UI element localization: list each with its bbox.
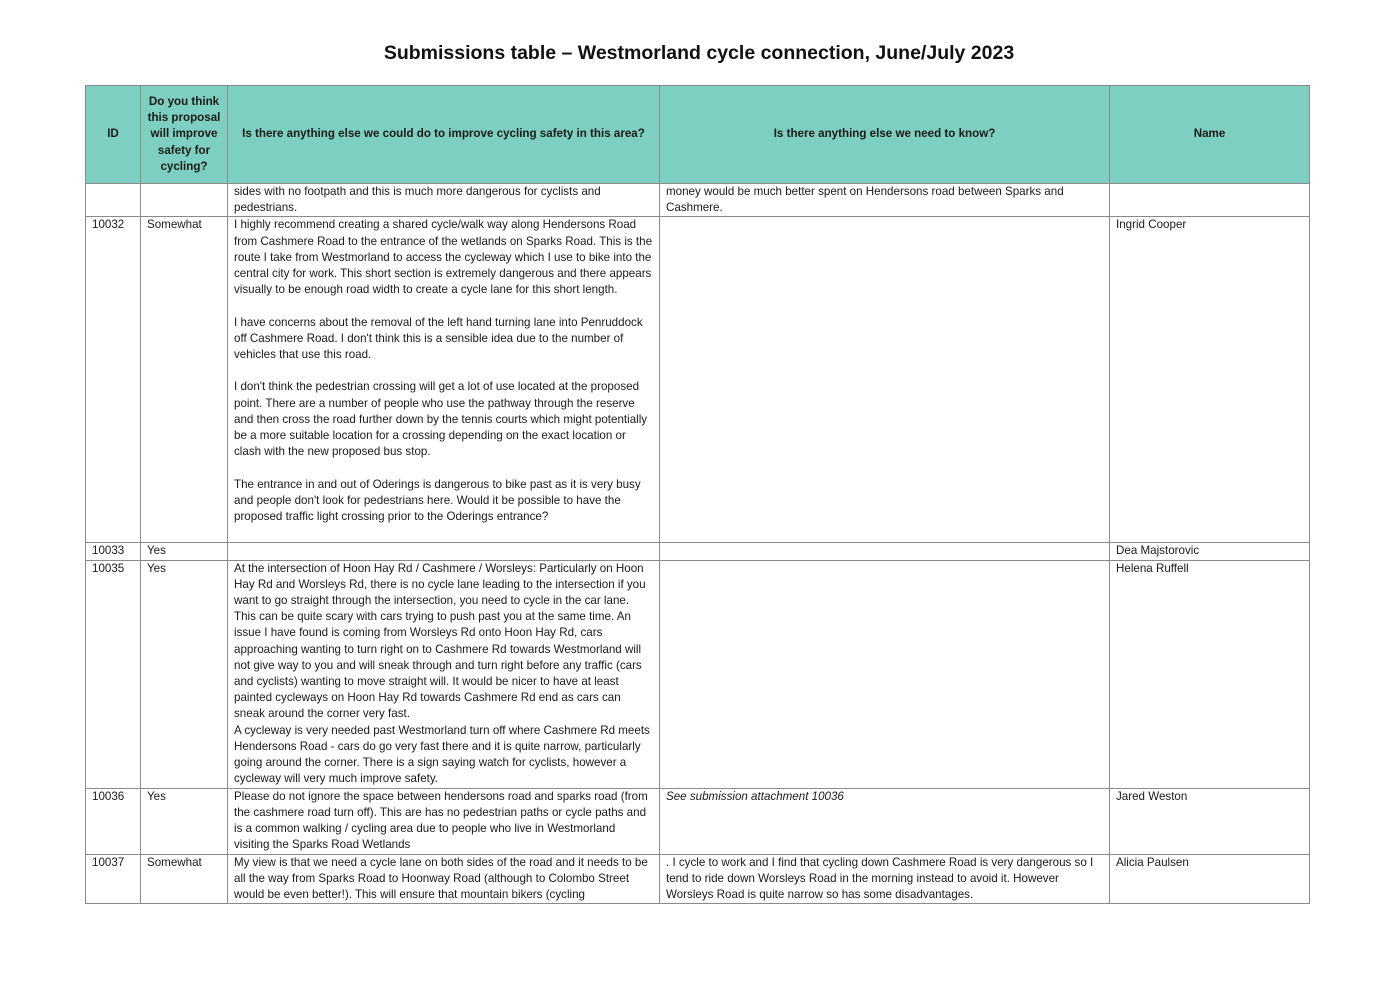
- cell-improve: Yes: [141, 788, 228, 854]
- cell-name: [1110, 184, 1310, 217]
- cell-improve: Somewhat: [141, 854, 228, 904]
- cell-safety: My view is that we need a cycle lane on both sides of the road and it needs to be all the way from Sparks Road to Hoonway Road (although to Colombo Street would be even better!). This will ensure that mountain bikers (cycling: [228, 854, 660, 904]
- header-name: Name: [1110, 86, 1310, 184]
- cell-know: [660, 788, 1110, 854]
- table-row: [86, 217, 1310, 543]
- cell-name: Dea Majstorovic: [1110, 543, 1310, 560]
- table-row: [86, 560, 1310, 788]
- header-anything-else: Is there anything else we need to know?: [660, 86, 1110, 184]
- table-row: [86, 788, 1310, 854]
- cell-safety: sides with no footpath and this is much more dangerous for cyclists and pedestrians.: [228, 184, 660, 217]
- cell-improve: Yes: [141, 543, 228, 560]
- cell-know: [660, 560, 1110, 788]
- cell-id: [86, 184, 141, 217]
- cell-safety: Please do not ignore the space between hendersons road and sparks road (from the cashmere road turn off). This are has no pedestrian paths or cycle paths and is a common walking / cycling area due to people who live in Westmorland visiting the Sparks Road Wetlands: [228, 788, 660, 854]
- cell-id: 10036: [86, 788, 141, 854]
- cell-know: [660, 543, 1110, 560]
- cell-improve: Yes: [141, 560, 228, 788]
- attachment-reference: See submission attachment 10036: [666, 789, 844, 803]
- table-header-row: [86, 86, 1310, 184]
- cell-id: 10033: [86, 543, 141, 560]
- cell-improve: [141, 184, 228, 217]
- cell-id: 10037: [86, 854, 141, 904]
- header-cycling-safety-suggestions: Is there anything else we could do to improve cycling safety in this area?: [228, 86, 660, 184]
- cell-name: Alicia Paulsen: [1110, 854, 1310, 904]
- cell-improve: Somewhat: [141, 217, 228, 543]
- cell-name: Ingrid Cooper: [1110, 217, 1310, 543]
- cell-name: Helena Ruffell: [1110, 560, 1310, 788]
- cell-id: 10035: [86, 560, 141, 788]
- submissions-table: [85, 85, 1310, 904]
- table-row: [86, 543, 1310, 560]
- header-improve-safety: Do you think this proposal will improve safety for cycling?: [141, 86, 228, 184]
- cell-id: 10032: [86, 217, 141, 543]
- cell-know: . I cycle to work and I find that cycling down Cashmere Road is very dangerous so I tend to ride down Worsleys Road in the morning instead to avoid it. However Worsleys Road is quite narrow so has some disadvantages.: [660, 854, 1110, 904]
- cell-know: [660, 217, 1110, 543]
- cell-safety: I highly recommend creating a shared cycle/walk way along Hendersons Road from Cashmere Road to the entrance of the wetlands on Sparks Road. This is the route I take from Westmorland to access the cycleway which I use to bike into the central city for work. This short section is extremely dangerous and there appears visually to be enough road width to create a cycle lane for this short length. I have concerns about the removal of the left hand turning lane into Penruddock off Cashmere Road. I don't think this is a sensible idea due to the number of vehicles that use this road. I don't think the pedestrian crossing will get a lot of use located at the proposed point. There are a number of people who use the pathway through the reserve and then cross the road further down by the tennis courts which might potentially be a more suitable location for a crossing depending on the exact location or clash with the new proposed bus stop. The entrance in and out of Oderings is dangerous to bike past as it is very busy and people don't look for pedestrians here. Would it be possible to have the proposed traffic light crossing prior to the Oderings entrance?: [228, 217, 660, 543]
- cell-safety: At the intersection of Hoon Hay Rd / Cashmere / Worsleys: Particularly on Hoon Hay Rd and Worsleys Rd, there is no cycle lane leading to the intersection if you want to go straight through the intersection, you need to cycle in the car lane. This can be quite scary with cars trying to push past you at the same time. An issue I have found is coming from Worsleys Rd onto Hoon Hay Rd, cars approaching wanting to turn right on to Cashmere Rd towards Westmorland will not give way to you and will sneak through and turn right before any traffic (cars and cyclists) wanting to move straight will. It would be nicer to have at least painted cycleways on Hoon Hay Rd towards Cashmere Rd end as cars can sneak around the corner very fast. A cycleway is very needed past Westmorland turn off where Cashmere Rd meets Hendersons Road - cars do go very fast there and it is quite narrow, particularly going around the corner. There is a sign saying watch for cyclists, however a cycleway will very much improve safety.: [228, 560, 660, 788]
- cell-safety: [228, 543, 660, 560]
- cell-name: Jared Weston: [1110, 788, 1310, 854]
- header-id: ID: [86, 86, 141, 184]
- table-row: [86, 854, 1310, 904]
- cell-know: money would be much better spent on Hendersons road between Sparks and Cashmere.: [660, 184, 1110, 217]
- table-row: [86, 184, 1310, 217]
- document-title: Submissions table – Westmorland cycle connection, June/July 2023: [383, 42, 1015, 64]
